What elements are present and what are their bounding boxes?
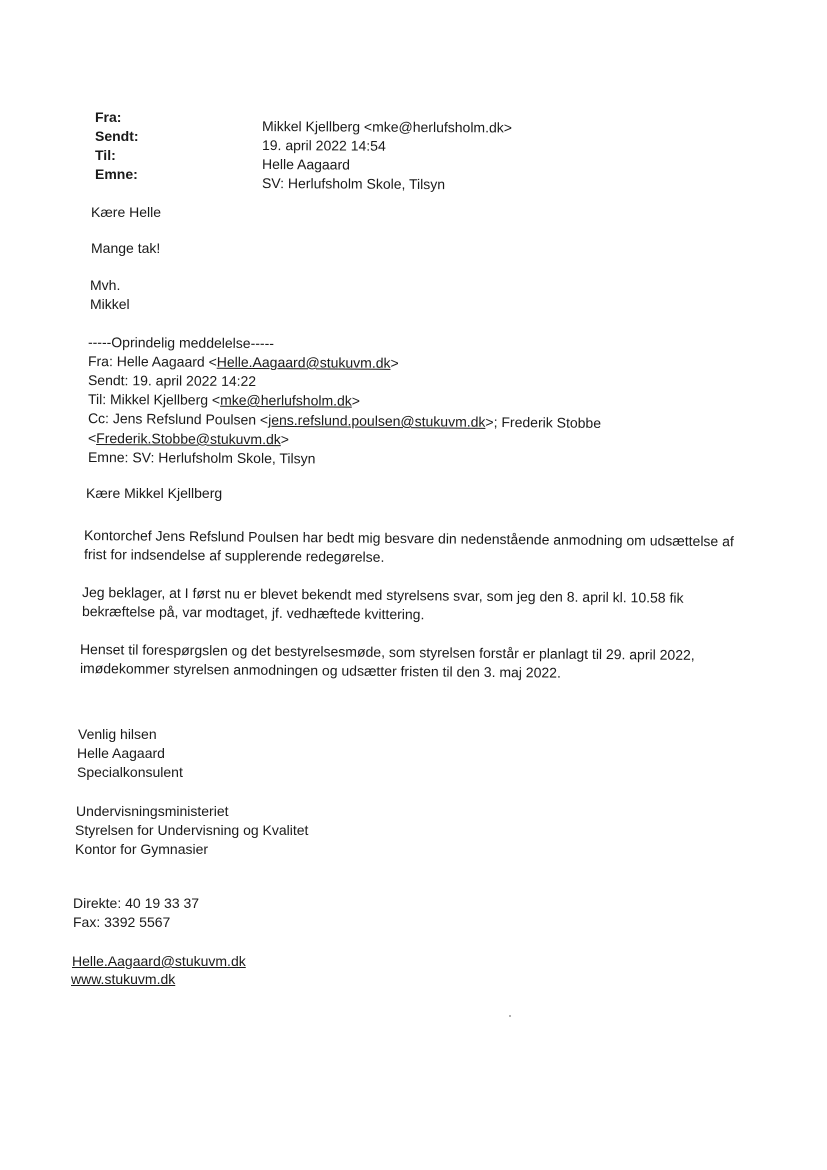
original-from-email-link[interactable]: Helle.Aagaard@stukuvm.dk — [216, 353, 391, 371]
original-cc: Cc: Jens Refslund Poulsen <jens.refslund.poulsen@stukuvm.dk>; Frederik Stobbe — [87, 410, 602, 431]
original-separator: -----Oprindelig meddelelse----- — [87, 334, 274, 352]
scan-speck — [509, 1015, 511, 1017]
original-subject: Emne: SV: Herlufsholm Skole, Tilsyn — [87, 449, 316, 467]
original-greeting: Kære Mikkel Kjellberg — [86, 485, 223, 501]
original-paragraph-2-line-1: Jeg beklager, at I først nu er blevet bekendt med styrelsens svar, som jeg den 8. april kl. 10.58 fik — [81, 584, 684, 606]
original-paragraph-1-line-2: frist for indsendelse af supplerende redegørelse. — [83, 546, 385, 565]
original-paragraph-3-line-1: Henset til forespørgslen og det bestyrelsesmøde, som styrelsen forstår er planlagt til 29. april 2022, — [79, 641, 695, 663]
header-to-value: Helle Aagaard — [261, 156, 351, 173]
original-to: Til: Mikkel Kjellberg <mke@herlufsholm.dk> — [87, 391, 361, 409]
original-to-email-link[interactable]: mke@herlufsholm.dk — [220, 391, 352, 409]
original-paragraph-3-line-2: imødekommer styrelsen anmodningen og udsætter fristen til den 3. maj 2022. — [79, 660, 561, 681]
header-from-value: Mikkel Kjellberg <mke@herlufsholm.dk> — [261, 118, 513, 136]
reply-closing: Mvh. — [90, 277, 121, 293]
original-paragraph-2-line-2: bekræftelse på, var modtaget, jf. vedhæftede kvittering. — [81, 603, 425, 623]
header-label-to: Til: — [95, 147, 116, 163]
original-paragraph-1-line-1: Kontorchef Jens Refslund Poulsen har bedt mig besvare din nedenstående anmodning om udsættelse af — [83, 527, 734, 550]
signature-website-link[interactable]: www.stukuvm.dk — [71, 971, 176, 987]
signature-title: Specialkonsulent — [77, 764, 183, 780]
signature-email-link[interactable]: Helle.Aagaard@stukuvm.dk — [72, 953, 246, 969]
header-subject-value: SV: Herlufsholm Skole, Tilsyn — [261, 175, 446, 193]
signature-org-ministry: Undervisningsministeriet — [76, 803, 229, 819]
signature-phone: Direkte: 40 19 33 37 — [73, 895, 200, 911]
header-sent-value: 19. april 2022 14:54 — [261, 137, 386, 154]
signature-name: Helle Aagaard — [77, 745, 165, 761]
original-cc-line2: <Frederik.Stobbe@stukuvm.dk> — [87, 430, 290, 448]
header-label-from: Fra: — [95, 109, 122, 125]
signature-org-office: Kontor for Gymnasier — [75, 841, 209, 857]
reply-body: Mange tak! — [91, 240, 161, 256]
signature-fax: Fax: 3392 5567 — [73, 914, 171, 930]
signature-org-agency: Styrelsen for Undervisning og Kvalitet — [75, 822, 309, 838]
original-from: Fra: Helle Aagaard <Helle.Aagaard@stukuvm.dk> — [87, 353, 399, 371]
reply-greeting: Kære Helle — [91, 204, 162, 220]
header-label-subject: Emne: — [95, 166, 138, 182]
original-sent: Sendt: 19. april 2022 14:22 — [87, 372, 257, 390]
signature-regards: Venlig hilsen — [78, 726, 157, 742]
reply-name: Mikkel — [90, 296, 130, 312]
original-cc-email-link-2[interactable]: Frederik.Stobbe@stukuvm.dk — [96, 430, 281, 448]
header-label-sent: Sendt: — [95, 128, 139, 144]
original-cc-email-link-1[interactable]: jens.refslund.poulsen@stukuvm.dk — [268, 411, 486, 430]
